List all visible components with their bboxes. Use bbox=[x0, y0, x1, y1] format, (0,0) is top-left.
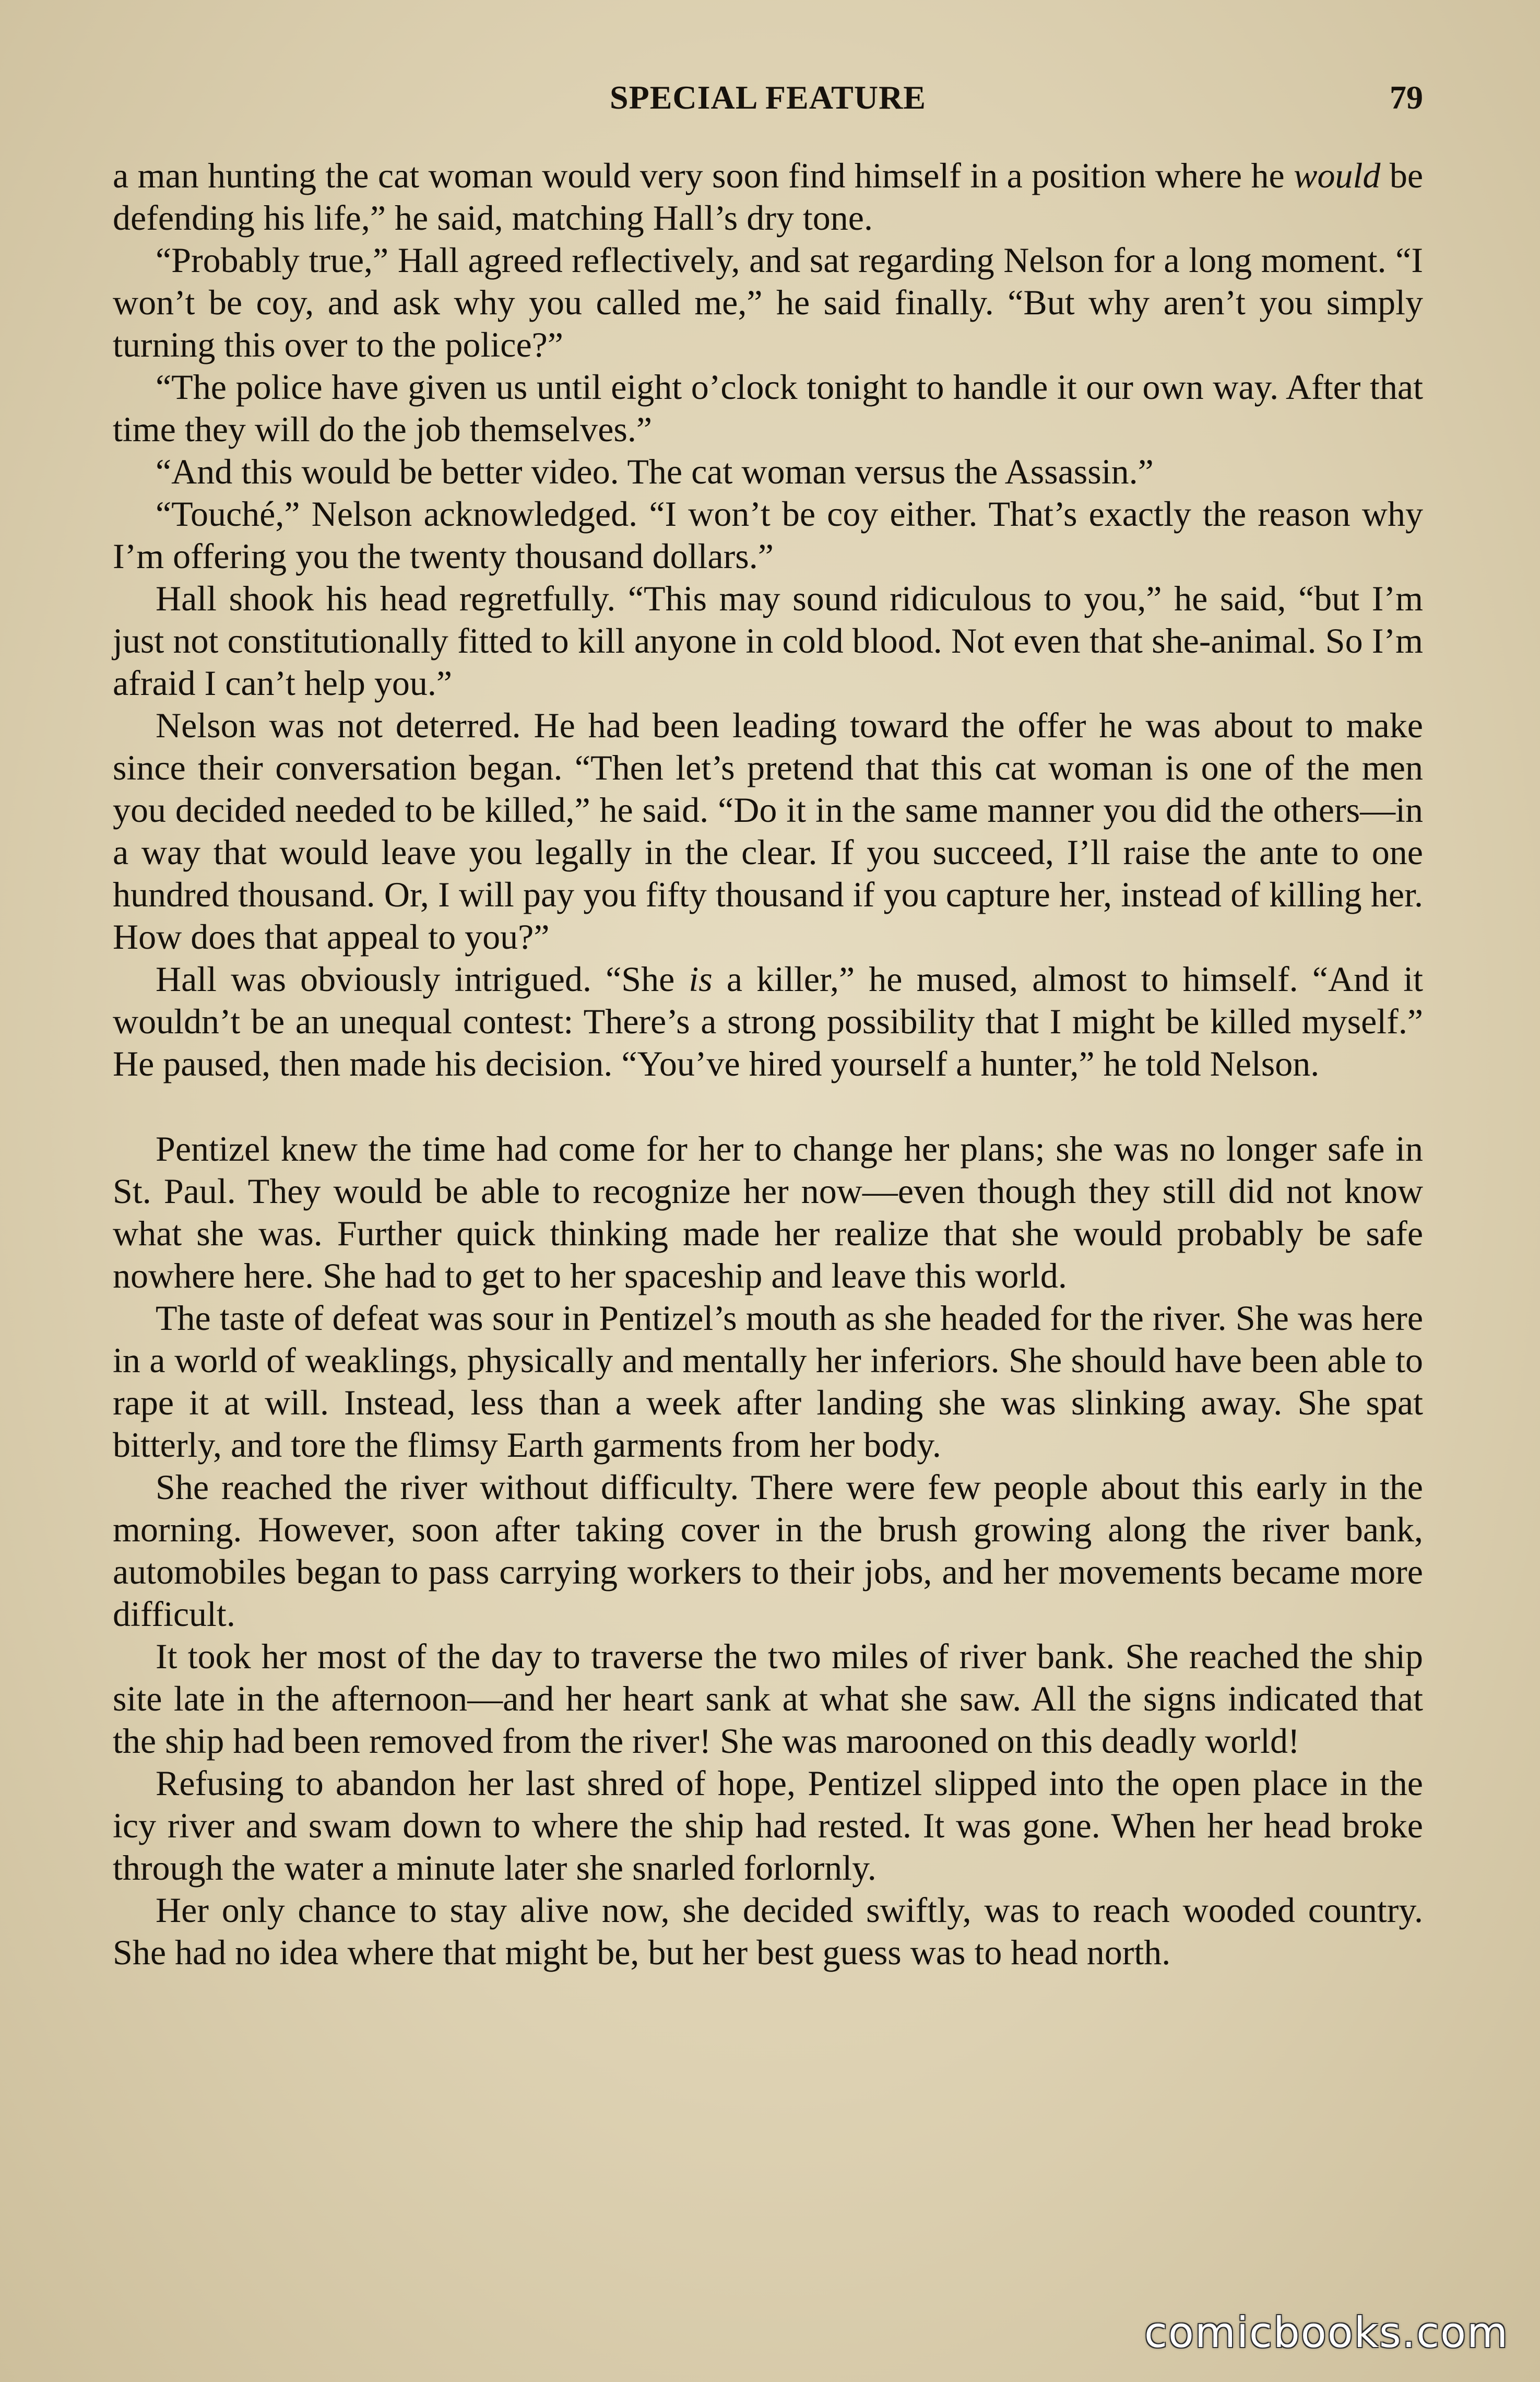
paragraph: a man hunting the cat woman would very soon find himself in a position where he would be defending his life,” he said, matching Hall’s dry tone. bbox=[113, 156, 1423, 238]
paragraph: Pentizel knew the time had come for her to change her plans; she was no longer safe in St. Paul. They would be able to recognize her now—even though they still did not know what she was. Further quick thinking made her realize that she would probably be safe nowhere here. She had to get to her spaceship and leave this world. bbox=[113, 1129, 1423, 1295]
paragraph: Her only chance to stay alive now, she decided swiftly, was to reach wooded country. She had no idea where that might be, but her best guess was to head north. bbox=[113, 1890, 1423, 1972]
paragraph: Hall shook his head regretfully. “This may sound ridiculous to you,” he said, “but I’m just not constitutionally fitted to kill anyone in cold blood. Not even that she-animal. So I’m afraid I can’t help you.” bbox=[113, 579, 1423, 703]
paragraph: “And this would be better video. The cat woman versus the Assassin.” bbox=[156, 452, 1154, 491]
watermark: comicbooks.com bbox=[1144, 2308, 1509, 2357]
italic-emphasis: would bbox=[1294, 156, 1381, 195]
article-body bbox=[113, 155, 1423, 1974]
paragraph: Nelson was not deterred. He had been leading toward the offer he was about to make since their conversation began. “Then let’s pretend that this cat woman is one of the men you decided needed to be killed,” he said. “Do it in the same manner you did the others—in a way that would leave you legally in the clear. If you succeed, I’ll raise the ante to one hundred thousand. Or, I will pay you fifty thousand if you capture her, instead of killing her. How does that appeal to you?” bbox=[113, 705, 1423, 957]
paragraph: “Probably true,” Hall agreed reflectively, and sat regarding Nelson for a long moment. “I won’t be coy, and ask why you called me,” he said finally. “But why aren’t you simply turning this over to the police?” bbox=[113, 240, 1423, 364]
running-head: SPECIAL FEATURE bbox=[610, 79, 926, 116]
paragraph: “The police have given us until eight o’clock tonight to handle it our own way. After that time they will do the job themselves.” bbox=[113, 367, 1423, 449]
paragraph: It took her most of the day to traverse the two miles of river bank. She reached the ship site late in the afternoon—and her heart sank at what she saw. All the signs indicated that the ship had been removed from the river! She was marooned on this deadly world! bbox=[113, 1636, 1423, 1761]
page-header bbox=[113, 78, 1423, 136]
paragraph: “Touché,” Nelson acknowledged. “I won’t be coy either. That’s exactly the reason why I’m offering you the twenty thousand dollars.” bbox=[113, 494, 1423, 576]
paragraph: Refusing to abandon her last shred of hope, Pentizel slipped into the open place in the icy river and swam down to where the ship had rested. It was gone. When her head broke through the water a minute later she snarled forlornly. bbox=[113, 1763, 1423, 1888]
paragraph: She reached the river without difficulty. There were few people about this early in the morning. However, soon after taking cover in the brush growing along the river bank, automobiles began to pass carrying workers to their jobs, and her movements became more difficult. bbox=[113, 1467, 1423, 1634]
paragraph: Hall was obviously intrigued. “She is a killer,” he mused, almost to himself. “And it wouldn’t be an unequal contest: There’s a strong possibility that I might be killed myself.” He paused, then made his decision. “You’ve hired yourself a hunter,” he told Nelson. bbox=[113, 959, 1423, 1083]
italic-emphasis: is bbox=[689, 959, 713, 999]
paragraph: The taste of defeat was sour in Pentizel’s mouth as she headed for the river. She was here in a world of weaklings, physically and mentally her inferiors. She should have been able to rape it at will. Instead, less than a week after landing she was slinking away. She spat bitterly, and tore the flimsy Earth garments from her body. bbox=[113, 1298, 1423, 1465]
page-number: 79 bbox=[1390, 79, 1423, 116]
